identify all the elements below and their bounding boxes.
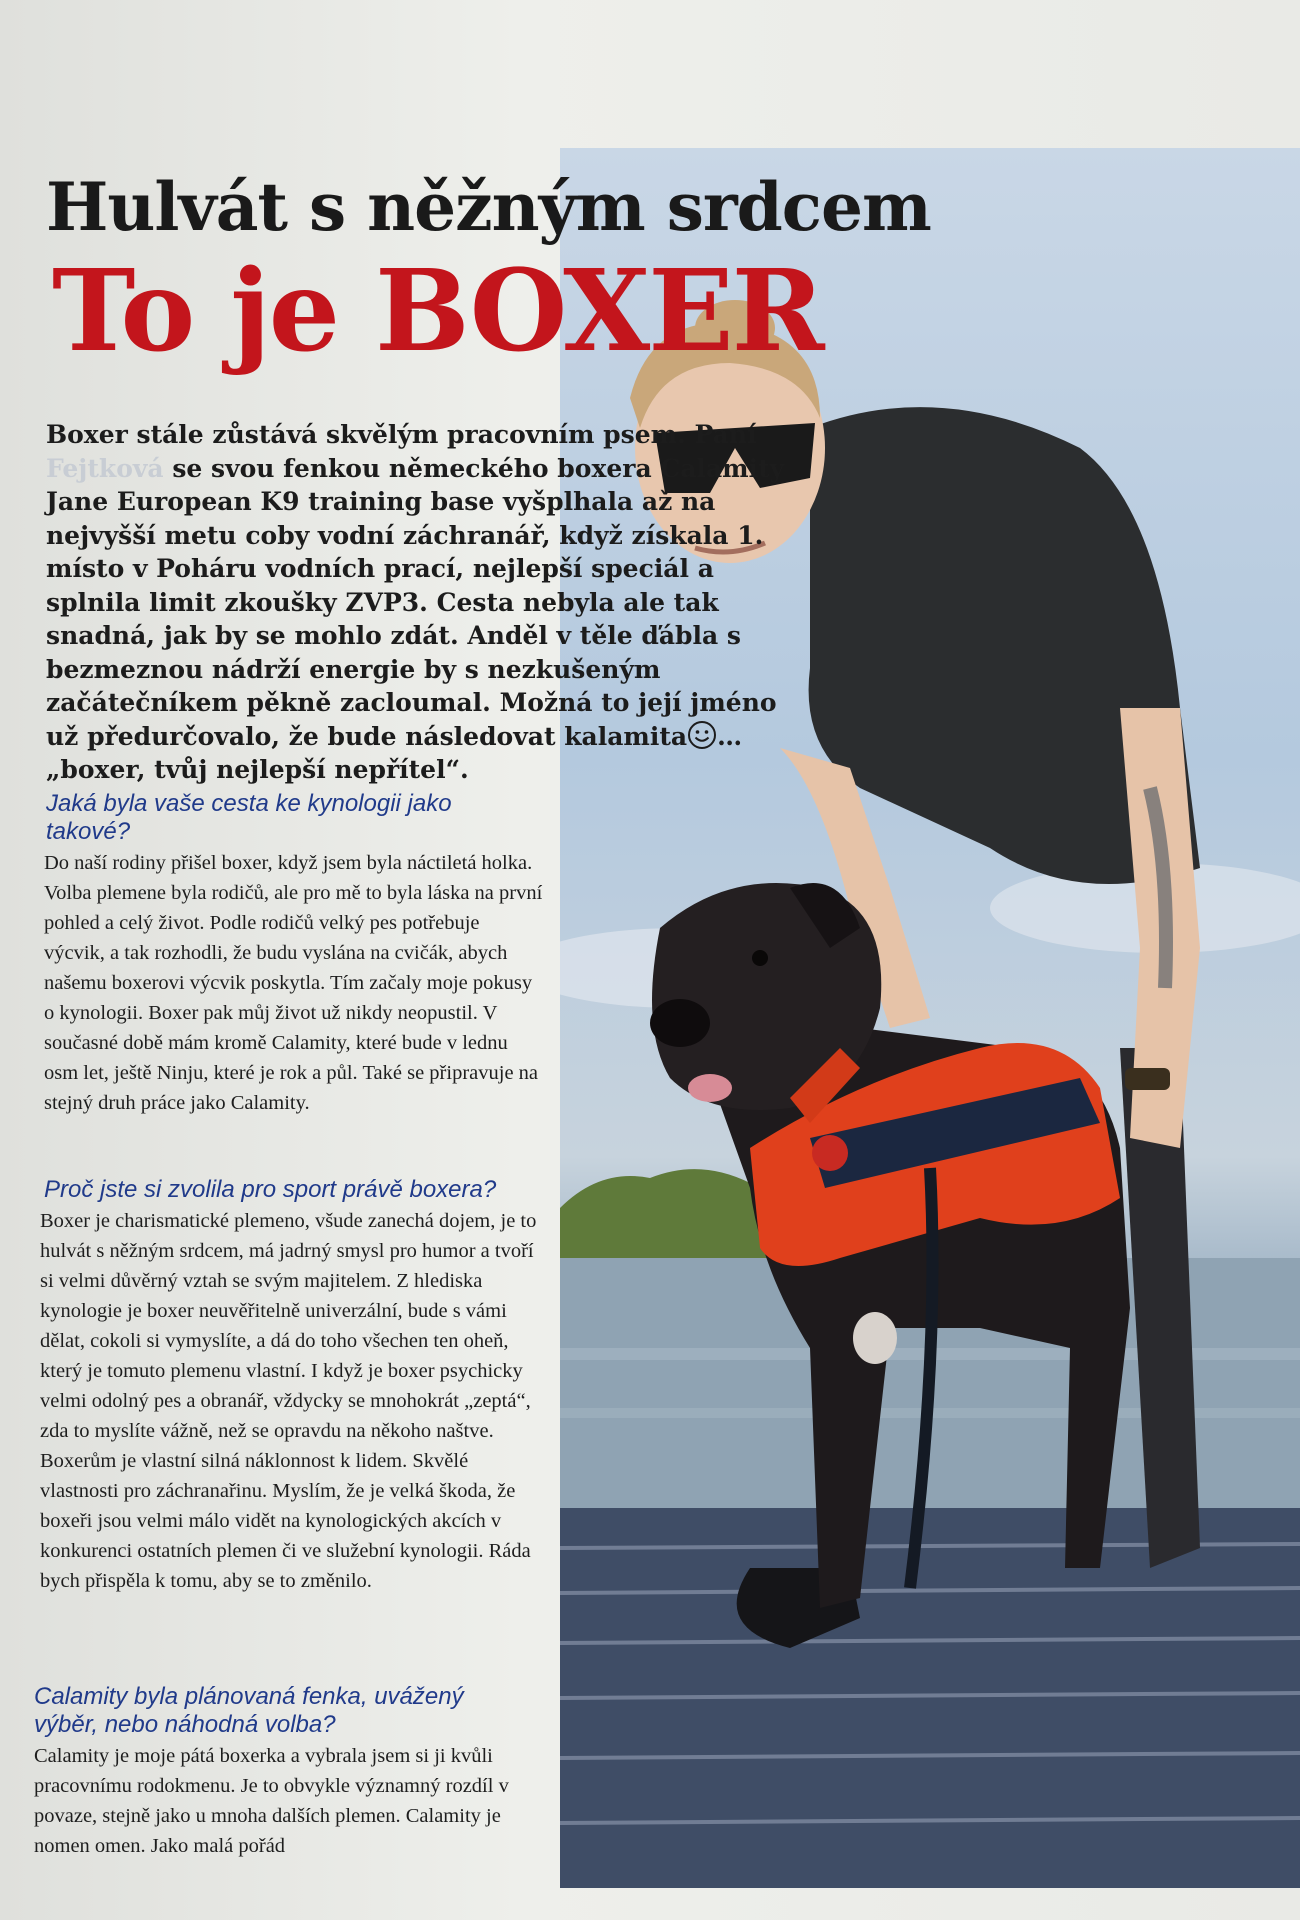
smiley-icon xyxy=(687,720,717,750)
lead-text-body: se svou fenkou německého boxera Calamity Jane European K9 training base vyšplhala až na nejvyšší metu coby vodní záchranář, když získala 1. místo v Poháru vodních prací, nejlepší speciál a splnila limit zkoušky ZVP3. Cesta nebyla ale tak snadná, jak by se mohlo zdát. Anděl v těle ďábla s bezmeznou nádrží energie by s nezkušeným začátečníkem pěkně zacloumal. Možná to její jméno už předurčovalo, že bude následovat kalamita xyxy=(46,453,785,751)
question-2: Proč jste si zvolila pro sport právě boxera? xyxy=(44,1176,497,1203)
lead-text-start: Boxer stále zůstává skvělým pracovním psem. Paní xyxy=(46,420,757,449)
answer-2: Boxer je charismatické plemeno, všude zanechá dojem, je to hulvát s něžným srdcem, má jadrný smysl pro humor a tvoří si velmi důvěrný vztah se svým majitelem. Z hlediska kynologie je boxer neuvěřitelně univerzální, bude s vámi dělat, cokoli si vymyslíte, a dá do toho všechen ten oheň, který je tomuto plemenu vlastní. I když je boxer psychicky velmi odolný pes a obranář, vždycky se mnohokrát „zeptá“, zda to myslíte vážně, než se opravdu na někoho naštve. Boxerům je vlastní silná náklonnost k lidem. Skvělé vlastnosti pro záchranařinu. Myslím, že je velká škoda, že boxeři jsou velmi málo vidět na kynologických akcích v konkurenci ostatních plemen či ve služební kynologii. Ráda bych přispěla k tomu, aby se to změnilo. xyxy=(40,1210,537,1592)
article-title: To je BOXER xyxy=(52,246,823,377)
answer-3: Calamity je moje pátá boxerka a vybrala jsem si ji kvůli pracovnímu rodokmenu. Je to obvykle významný rozdíl v povaze, stejně jako u mnoha dalších plemen. Calamity je nomen omen. Jako malá pořád xyxy=(34,1745,509,1857)
question-3: Calamity byla plánovaná fenka, uvážený výběr, nebo náhodná volba? xyxy=(34,1683,464,1738)
lead-name: Fejtková xyxy=(46,453,164,483)
answer-1: Do naší rodiny přišel boxer, když jsem byla náctiletá holka. Volba plemene byla rodičů, ale pro mě to byla láska na první pohled a celý život. Podle rodičů velký pes potřebuje výcvik, a tak rozhodli, že budu vyslána na cvičák, abych našemu boxerovi výcvik poskytla. Tím začaly moje pokusy o kynologii. Boxer pak můj život už nikdy neopustil. V současné době mám kromě Calamity, které bude v lednu osm let, ještě Ninju, které je rok a půl. Také se připravuje na stejný druh práce jako Calamity. xyxy=(44,852,543,1114)
photo-illustration xyxy=(560,148,1300,1888)
lead-paragraph xyxy=(46,418,806,787)
photo-woman-with-boxer-dog xyxy=(560,148,1300,1888)
headline: Hulvát s něžným srdcem xyxy=(46,168,931,246)
lead-text-end: … „boxer, tvůj nejlepší nepřítel“. xyxy=(46,721,743,784)
question-1: Jaká byla vaše cesta ke kynologii jako takové? xyxy=(46,790,452,845)
